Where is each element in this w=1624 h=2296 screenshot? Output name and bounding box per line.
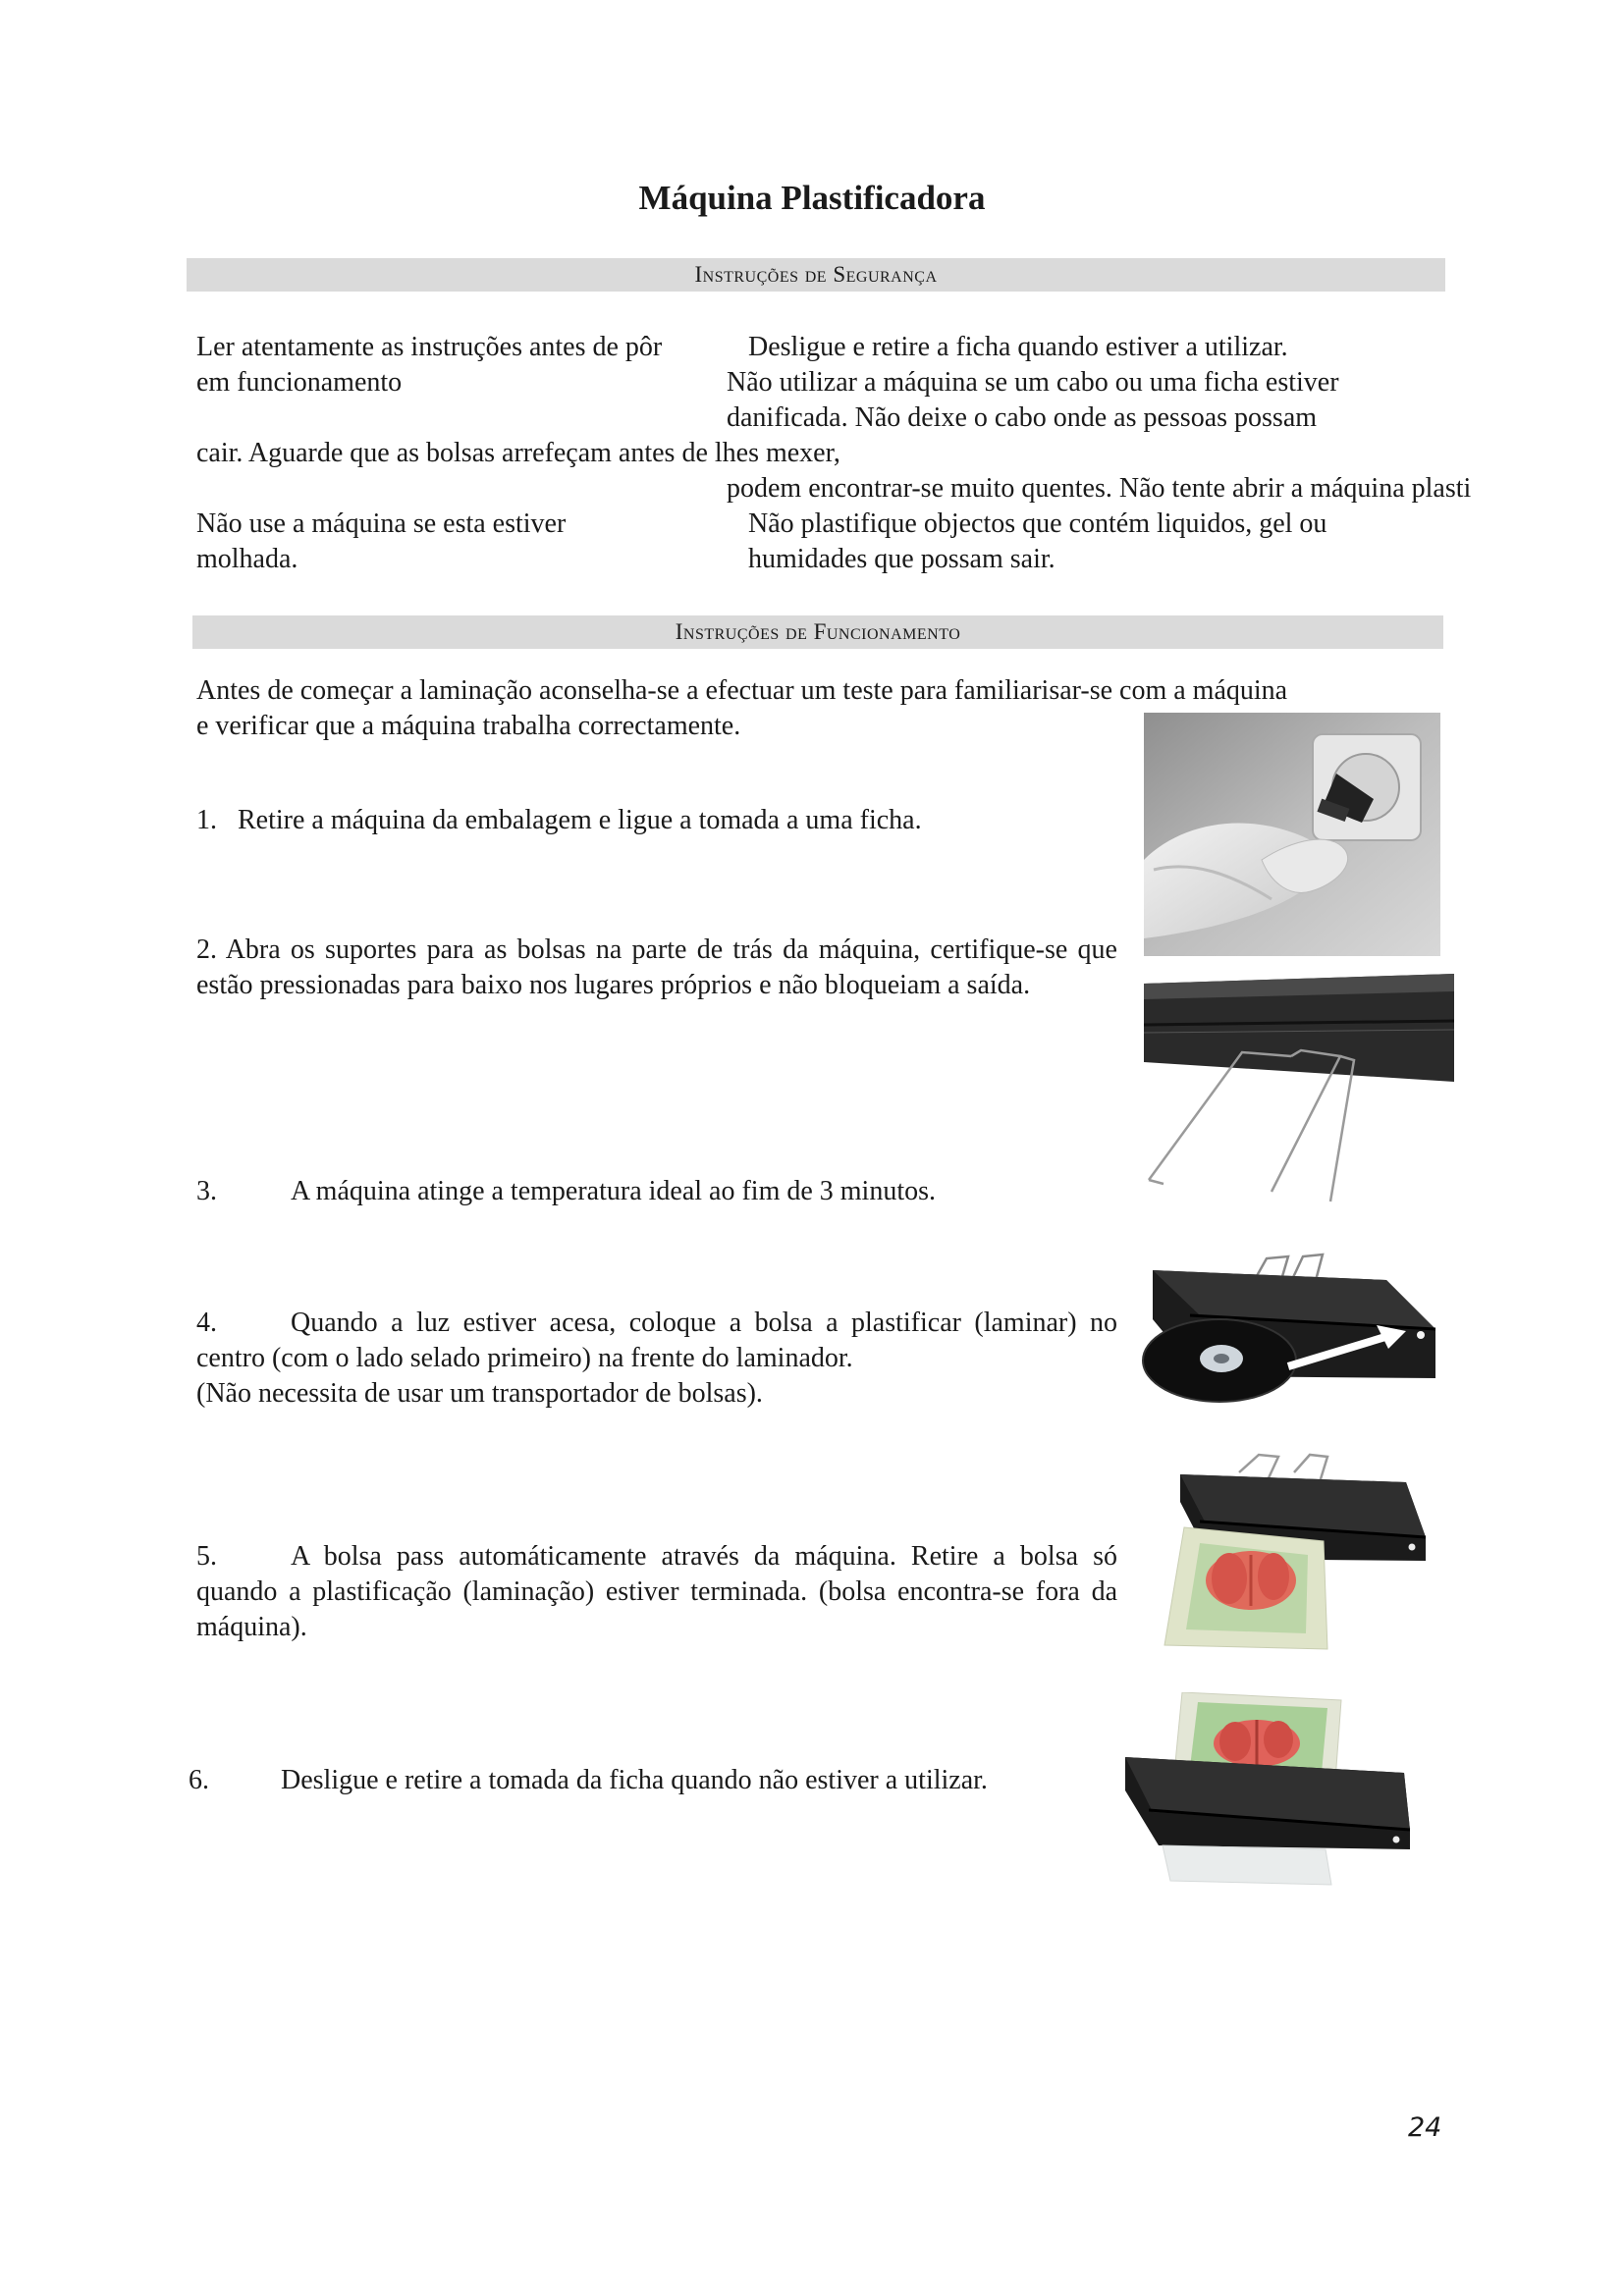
step-text: Quando a luz estiver acesa, coloque a bolsa a plastificar (laminar) no centro (com o lado selado primeiro) na frente do laminador.: [196, 1308, 1117, 1373]
page-title: Máquina Plastificadora: [638, 179, 986, 217]
operation-intro-line-2: e verificar que a máquina trabalha correctamente.: [196, 711, 741, 741]
page-number: 24: [1408, 2112, 1442, 2143]
step-4-note: (Não necessita de usar um transportador de bolsas).: [196, 1378, 763, 1409]
safety-right-line-5: podem encontrar-se muito quentes. Não tente abrir a máquina plasti: [727, 473, 1472, 504]
step-text: Abra os suportes para as bolsas na parte de trás da máquina, certifique-se que estão pressionadas para baixo nos lugares próprios e não bloqueiam a saída.: [196, 934, 1117, 1000]
step-text: A máquina atinge a temperatura ideal ao fim de 3 minutos.: [291, 1176, 937, 1206]
plug-photo: [1144, 713, 1440, 956]
safety-right-line-2: Não utilizar a máquina se um cabo ou uma ficha estiver: [727, 367, 1339, 398]
step-1: [196, 803, 922, 838]
safety-section-header: Instruções de Segurança: [187, 258, 1445, 292]
step-6: [189, 1763, 988, 1798]
step-text: A bolsa pass automáticamente através da máquina. Retire a bolsa só quando a plastificação (laminação) estiver terminada. (bolsa encontra-se fora da máquina).: [196, 1541, 1117, 1642]
laminating-pouch-photo: [1141, 1453, 1435, 1657]
step-5: [196, 1539, 1117, 1645]
step-number: 3.: [196, 1176, 217, 1206]
operation-intro-line-1: Antes de começar a laminação aconselha-se a efectuar um teste para familiarisar-se com a máquina: [196, 675, 1288, 706]
safety-right-line-6: Não plastifique objectos que contém liquidos, gel ou: [748, 508, 1327, 539]
step-number: 5.: [196, 1541, 217, 1572]
step-number: 2.: [196, 934, 217, 965]
safety-left-line-2: em funcionamento: [196, 367, 403, 398]
operation-section-header: Instruções de Funcionamento: [192, 615, 1443, 649]
safety-right-line-7: humidades que possam sair.: [748, 544, 1056, 574]
safety-left-line-7: molhada.: [196, 544, 298, 574]
step-number: 1.: [196, 805, 217, 835]
safety-left-line-6: Não use a máquina se esta estiver: [196, 508, 567, 539]
step-number: 4.: [196, 1308, 217, 1338]
laminator-light-photo: [1141, 1251, 1441, 1414]
step-4: [196, 1306, 1117, 1376]
step-3: [196, 1174, 936, 1209]
step-2: [196, 933, 1117, 1003]
step-text: Desligue e retire a tomada da ficha quando não estiver a utilizar.: [281, 1765, 988, 1795]
safety-left-line-1: Ler atentamente as instruções antes de pôr: [196, 332, 663, 362]
safety-full-line-4: cair. Aguarde que as bolsas arrefeçam antes de lhes mexer,: [196, 438, 840, 468]
pouch-supports-photo: [1144, 974, 1454, 1203]
step-text: Retire a máquina da embalagem e ligue a tomada a uma ficha.: [238, 805, 922, 835]
safety-right-line-1: Desligue e retire a ficha quando estiver a utilizar.: [748, 332, 1288, 362]
laminated-output-photo: [1119, 1692, 1434, 1900]
step-number: 6.: [189, 1765, 209, 1795]
safety-right-line-3: danificada. Não deixe o cabo onde as pessoas possam: [727, 402, 1318, 433]
